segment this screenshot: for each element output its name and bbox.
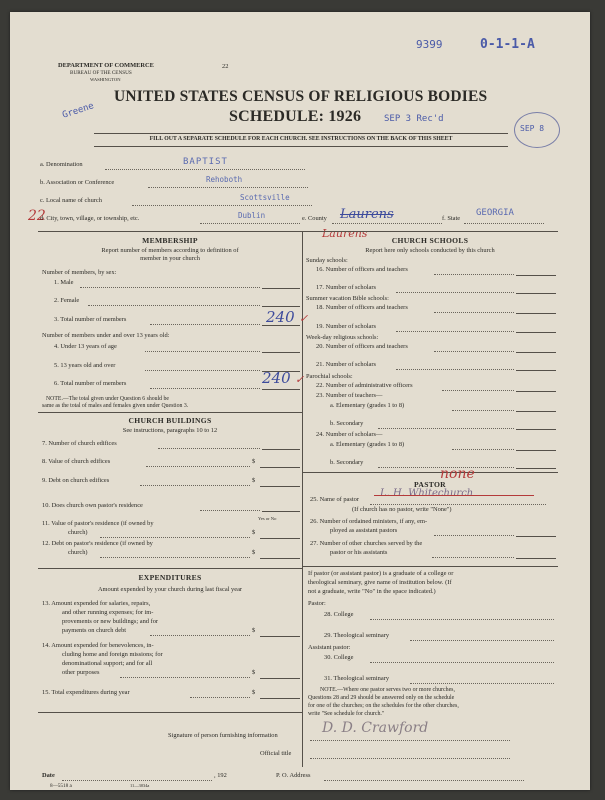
q24a-label: a. Elementary (grades 1 to 8) <box>330 441 405 448</box>
q21-label: 21. Number of scholars <box>316 361 376 368</box>
q27-line-a: 27. Number of other churches served by the <box>310 540 423 547</box>
summer-label: Summer vacation Bible schools: <box>306 295 389 302</box>
signature-value[interactable]: D. D. Crawford <box>322 720 429 736</box>
q8-dollar: $ <box>252 458 256 465</box>
q11-label-a: 11. Value of pastor's residence (if owned by <box>42 520 154 527</box>
q4-label: 4. Under 13 years of age <box>54 343 117 350</box>
pastor-note-3: for one of the churches; on the schedules for the other churches, <box>308 703 459 709</box>
denomination-label: a. Denomination <box>40 161 83 168</box>
q28-label: 28. College <box>324 611 354 618</box>
q15-dollar: $ <box>252 689 256 696</box>
q14-dollar: $ <box>252 669 256 676</box>
city-field-label: d. City, town, village, or township, etc. <box>40 215 140 222</box>
q14-line-3: denominational support; and for all <box>62 660 153 667</box>
q10-label: 10. Does church own pastor's residence <box>42 502 143 509</box>
city-label: WASHINGTON <box>90 77 121 82</box>
q13-line-4: payments on church debt <box>62 627 127 634</box>
q9-label: 9. Debt on church edifices <box>42 477 110 484</box>
membership-heading: MEMBERSHIP <box>142 236 198 245</box>
form-number: 9399 <box>416 38 443 51</box>
college-intro-3: not a graduate, write "No" in the space indicated.) <box>308 588 436 595</box>
pastor-sublabel: Pastor: <box>308 600 326 607</box>
buildings-heading: CHURCH BUILDINGS <box>128 416 212 425</box>
membership-note-1: NOTE.—The total given under Question 6 should be <box>46 396 169 402</box>
denomination-value[interactable]: BAPTIST <box>183 157 228 167</box>
sunday-label: Sunday schools: <box>306 257 348 264</box>
q3-value[interactable]: 240 <box>266 308 295 326</box>
expenditures-intro: Amount expended by your church during last fiscal year <box>97 586 243 593</box>
q19-label: 19. Number of scholars <box>316 323 376 330</box>
official-title-label: Official title <box>260 750 292 757</box>
q15-label: 15. Total expenditures during year <box>42 689 130 696</box>
q24-label: 24. Number of scholars— <box>316 431 383 438</box>
state-value[interactable]: GEORGIA <box>476 208 514 218</box>
q12-dollar: $ <box>252 549 256 556</box>
q24b-label: b. Secondary <box>330 459 364 466</box>
q13-line-3: provements or new buildings; and for <box>62 618 159 625</box>
po-address-label: P. O. Address <box>276 772 311 779</box>
instructions-banner: FILL OUT A SEPARATE SCHEDULE FOR EACH CHURCH. SEE INSTRUCTIONS ON THE BACK OF THIS SHEET <box>149 136 453 142</box>
q3-check: ✓ <box>299 312 309 325</box>
q17-label: 17. Number of scholars <box>316 284 376 291</box>
q13-dollar: $ <box>252 627 256 634</box>
q23-label: 23. Number of teachers— <box>316 392 383 399</box>
q20-label: 20. Number of officers and teachers <box>316 343 408 350</box>
q23a-label: a. Elementary (grades 1 to 8) <box>330 402 405 409</box>
year-label: , 192 <box>214 772 227 779</box>
q11-dollar: $ <box>252 529 256 536</box>
q29-label: 29. Theological seminary <box>324 632 390 639</box>
schools-intro: Report here only schools conducted by this church <box>365 247 495 254</box>
q25-label: 25. Name of pastor <box>310 496 359 503</box>
pastor-note-4: write "See schedule for church." <box>308 711 385 717</box>
q27-line-b: pastor or his assistants <box>330 549 388 556</box>
q14-line-2: cluding home and foreign missions; for <box>62 651 163 658</box>
q26-line-a: 26. Number of ordained ministers, if any, em- <box>310 518 428 525</box>
margin-note: 22 <box>28 208 46 224</box>
q13-line-2: and other running expenses; for im- <box>62 609 154 616</box>
association-label: b. Association or Conference <box>40 179 115 186</box>
pastor-note-2: Questions 28 and 29 should be answered only on the schedule <box>308 695 455 701</box>
pastor-struck-name: L. H. Whitechurch <box>380 488 474 499</box>
q13-line-1: 13. Amount expended for salaries, repairs, <box>42 600 151 607</box>
college-intro-2: theological seminary, give name of institution below. (If <box>308 579 452 586</box>
form-title: UNITED STATES CENSUS OF RELIGIOUS BODIES <box>114 88 488 105</box>
q18-label: 18. Number of officers and teachers <box>316 304 408 311</box>
q8-label: 8. Value of church edifices <box>42 458 111 465</box>
college-intro-1: If pastor (or assistant pastor) is a graduate of a college or <box>308 570 454 577</box>
county-value[interactable]: Laurens <box>340 207 394 222</box>
city-value[interactable]: Dublin <box>238 211 266 220</box>
expenditures-heading: EXPENDITURES <box>138 573 202 582</box>
q2-label: 2. Female <box>54 297 80 304</box>
q16-label: 16. Number of officers and teachers <box>316 266 408 273</box>
date-label: Date <box>42 772 55 779</box>
q12-label-a: 12. Debt on pastor's residence (if owned by <box>42 540 153 547</box>
q14-line-1: 14. Amount expended for benevolences, in- <box>42 642 154 649</box>
q11-label-b: church) <box>68 529 88 536</box>
bureau-label: BUREAU OF THE CENSUS <box>70 70 132 76</box>
schools-heading: CHURCH SCHOOLS <box>391 236 469 245</box>
form-code: 8—5518 a <box>50 783 72 789</box>
file-code: 0-1-1-A <box>480 37 535 52</box>
county-correction: Laurens <box>322 227 368 240</box>
pastor-name-value[interactable]: none <box>440 466 475 482</box>
q9-dollar: $ <box>252 477 256 484</box>
local-name-value[interactable]: Scottsville <box>240 193 290 202</box>
membership-intro-1: Report number of members according to definition of <box>101 247 239 254</box>
q23b-label: b. Secondary <box>330 420 364 427</box>
membership-note-2: same as the total of males and females given under Question 3. <box>42 403 189 409</box>
members-by-sex: Number of members, by sex: <box>42 269 117 276</box>
pastor-note-1: NOTE.—Where one pastor serves two or more churches, <box>320 687 455 693</box>
q26-line-b: ployed as assistant pastors <box>330 527 398 534</box>
department-label: DEPARTMENT OF COMMERCE <box>58 62 154 69</box>
q5-label: 5. 13 years old and over <box>54 362 116 369</box>
q6-value[interactable]: 240 <box>262 369 291 387</box>
q22-label: 22. Number of administrative officers <box>316 382 413 389</box>
q7-label: 7. Number of church edifices <box>42 440 117 447</box>
county-label: e. County <box>302 215 327 222</box>
q1-label: 1. Male <box>54 279 74 286</box>
received-stamp: SEP 3 Rec'd <box>384 114 444 124</box>
q6-check: ✓ <box>295 373 305 386</box>
assistant-sublabel: Assistant pastor: <box>308 644 351 651</box>
q12-label-b: church) <box>68 549 88 556</box>
print-code: 11—3034a <box>130 783 150 788</box>
local-name-label: c. Local name of church <box>40 197 102 204</box>
buildings-intro: See instructions, paragraphs 10 to 12 <box>122 427 218 434</box>
q3-label: 3. Total number of members <box>54 316 127 323</box>
state-label: f. State <box>442 215 461 222</box>
age-intro: Number of members under and over 13 years old: <box>42 332 170 339</box>
census-form <box>10 12 590 790</box>
q25-note: (If church has no pastor, write "None") <box>352 506 452 513</box>
side-stamp: SEP 8 <box>520 124 545 133</box>
association-value[interactable]: Rehoboth <box>206 175 243 184</box>
stamp-number: 22 <box>222 63 229 70</box>
q31-label: 31. Theological seminary <box>324 675 390 682</box>
weekday-label: Week-day religious schools: <box>306 334 379 341</box>
q14-line-4: other purposes <box>62 669 100 676</box>
pastor-heading: PASTOR <box>414 480 446 489</box>
county-stamp: Greene <box>61 101 96 121</box>
form-subtitle: SCHEDULE: 1926 <box>229 108 362 125</box>
q30-label: 30. College <box>324 654 354 661</box>
signature-label: Signature of person furnishing information <box>168 732 278 739</box>
membership-intro-2: member in your church <box>140 255 200 262</box>
parochial-label: Parochial schools: <box>306 373 353 380</box>
q6-label: 6. Total number of members <box>54 380 127 387</box>
yes-no-hint: Yes or No <box>258 516 277 521</box>
